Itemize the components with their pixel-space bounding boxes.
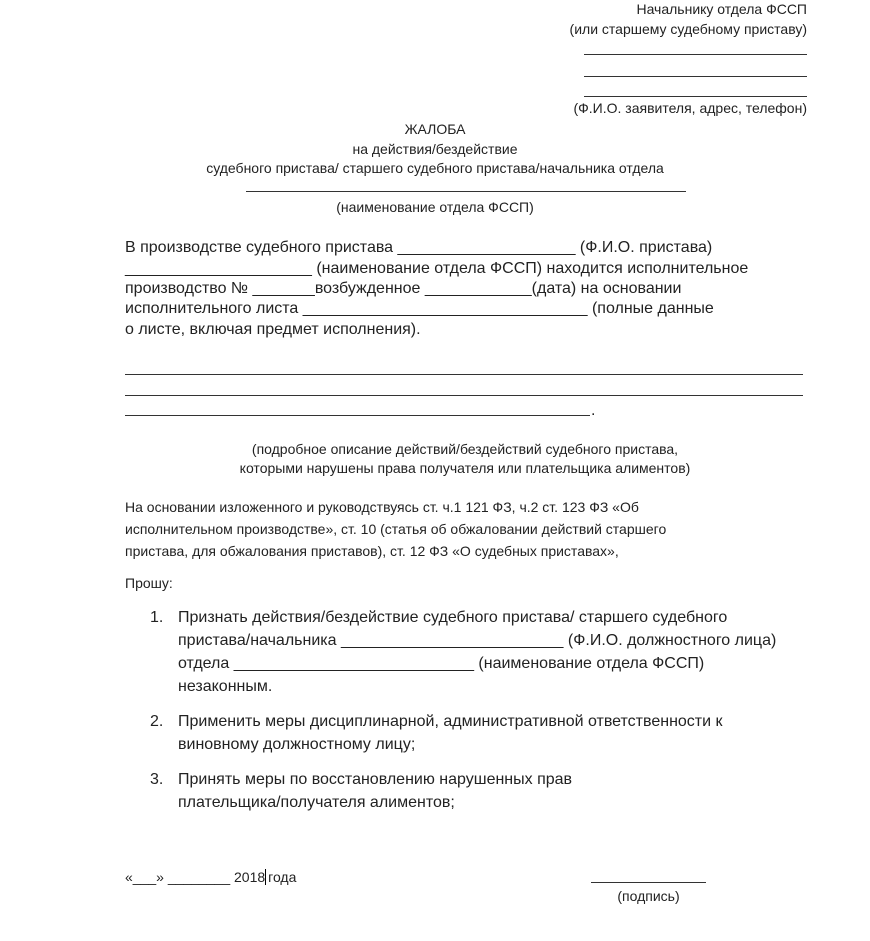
- paragraph-1-line-3: производство № _______возбужденное ____________(дата) на основании: [125, 280, 682, 297]
- request-3-line-1: Принять меры по восстановлению нарушенных прав: [178, 771, 573, 788]
- title-subline: на действия/бездействие: [352, 141, 518, 157]
- signature-blank-line: [591, 882, 706, 883]
- description-caption-line-1: (подробное описание действий/бездействий судебного пристава,: [251, 441, 679, 457]
- paragraph-1-line-2: _____________________ (наименование отдела ФССП) находится исполнительное: [125, 260, 749, 277]
- signature-caption: (подпись): [617, 888, 680, 904]
- addressee-line-1: Начальнику отдела ФССП: [636, 1, 807, 17]
- basis-line-3: пристава, для обжалования приставов), ст. 12 ФЗ «О судебных приставах»,: [125, 543, 619, 559]
- description-blank-line-1: [125, 374, 803, 375]
- request-1-line-2: пристава/начальника _________________________ (Ф.И.О. должностного лица): [178, 632, 777, 649]
- applicant-blank-line-3: [584, 96, 807, 97]
- text-cursor: [265, 869, 266, 885]
- applicant-blank-line-1: [584, 54, 807, 55]
- department-blank-line: [246, 191, 686, 192]
- applicant-blank-line-2: [584, 76, 807, 77]
- request-3-number: 3.: [150, 771, 164, 788]
- description-blank-end: .: [591, 402, 596, 419]
- paragraph-1-line-1: В производстве судебного пристава ____________________ (Ф.И.О. пристава): [125, 239, 713, 256]
- basis-line-2: исполнительном производстве», ст. 10 (статья об обжаловании действий старшего: [125, 521, 667, 537]
- title-officials-line: судебного пристава/ старшего судебного пристава/начальника отдела: [206, 160, 664, 176]
- request-1-number: 1.: [150, 609, 164, 626]
- applicant-caption: (Ф.И.О. заявителя, адрес, телефон): [573, 100, 807, 116]
- request-1-line-4: незаконным.: [178, 678, 273, 695]
- addressee-line-2: (или старшему судебному приставу): [569, 21, 807, 37]
- document-title: ЖАЛОБА: [404, 121, 466, 137]
- request-3-line-2: плательщика/получателя алиментов;: [178, 794, 455, 811]
- request-2-line-2: виновному должностному лицу;: [178, 736, 416, 753]
- description-blank-line-2: [125, 395, 803, 396]
- request-2-line-1: Применить меры дисциплинарной, административной ответственности к: [178, 713, 723, 730]
- paragraph-1-line-5: о листе, включая предмет исполнения).: [125, 321, 421, 338]
- description-blank-line-3: [125, 415, 590, 416]
- date-prefix: «___» ________ 2018: [125, 869, 266, 885]
- date-line: [125, 869, 296, 885]
- request-heading: Прошу:: [125, 575, 173, 591]
- description-caption-line-2: которыми нарушены права получателя или плательщика алиментов): [239, 460, 691, 476]
- request-2-number: 2.: [150, 713, 164, 730]
- basis-line-1: На основании изложенного и руководствуясь ст. ч.1 121 ФЗ, ч.2 ст. 123 ФЗ «Об: [125, 499, 639, 515]
- paragraph-1-line-4: исполнительного листа ________________________________ (полные данные: [125, 300, 714, 317]
- request-1-line-3: отдела ___________________________ (наименование отдела ФССП): [178, 655, 705, 672]
- date-suffix: года: [268, 869, 297, 885]
- request-1-line-1: Признать действия/бездействие судебного пристава/ старшего судебного: [178, 609, 728, 626]
- department-caption: (наименование отдела ФССП): [336, 199, 534, 215]
